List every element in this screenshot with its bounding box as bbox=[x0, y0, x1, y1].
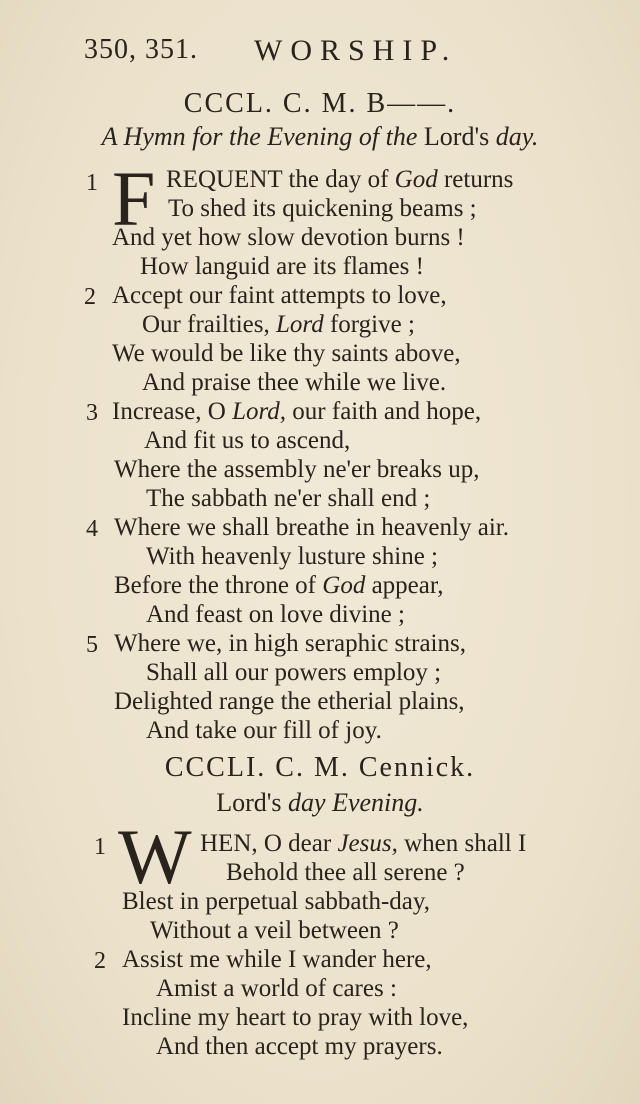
verse-line: And take our fill of joy. bbox=[146, 717, 382, 744]
verse-line: The sabbath ne'er shall end ; bbox=[146, 485, 431, 512]
verse-line: And praise thee while we live. bbox=[142, 369, 447, 396]
verse-line: REQUENT the day of God returns bbox=[166, 166, 514, 193]
verse-number: 1 bbox=[86, 170, 98, 196]
running-title: WORSHIP. bbox=[254, 34, 458, 67]
verse-line: Our frailties, Lord forgive ; bbox=[142, 311, 415, 338]
subtitle-italic: day Evening. bbox=[288, 788, 424, 817]
hymn-subtitle bbox=[0, 122, 640, 152]
subtitle-italic: A Hymn for the Evening of the bbox=[101, 122, 418, 151]
hymn-title: CCCL. C. M. B——. bbox=[183, 88, 457, 119]
verse-line: Blest in perpetual sabbath-day, bbox=[122, 888, 431, 915]
page-numbers: 350, 351. bbox=[84, 34, 198, 65]
subtitle-roman: Lord's bbox=[423, 122, 490, 151]
verse-number: 4 bbox=[86, 516, 98, 542]
verse-line: Where we, in high seraphic strains, bbox=[114, 630, 466, 657]
verse-line: With heavenly lusture shine ; bbox=[146, 543, 438, 570]
verse-line: Without a veil between ? bbox=[150, 917, 399, 944]
hymn-subtitle bbox=[0, 788, 640, 818]
verse-number: 2 bbox=[84, 284, 96, 310]
verse-number: 5 bbox=[86, 632, 98, 658]
verse-line: Accept our faint attempts to love, bbox=[112, 282, 447, 309]
verse-line: Delighted range the etherial plains, bbox=[114, 688, 465, 715]
subtitle-roman: Lord's bbox=[216, 788, 282, 817]
verse-line: To shed its quickening beams ; bbox=[168, 195, 477, 222]
verse-line: Incline my heart to pray with love, bbox=[122, 1004, 469, 1031]
verse-line: Before the throne of God appear, bbox=[114, 572, 444, 599]
verse-number: 2 bbox=[94, 948, 106, 974]
verse-line: Assist me while I wander here, bbox=[122, 946, 432, 973]
verse-line: How languid are its flames ! bbox=[140, 253, 424, 280]
verse-line: Amist a world of cares : bbox=[156, 975, 397, 1002]
verse-line: Where the assembly ne'er breaks up, bbox=[114, 456, 480, 483]
verse-line: And yet how slow devotion burns ! bbox=[112, 224, 465, 251]
verse-line: And then accept my prayers. bbox=[156, 1033, 443, 1060]
verse-number: 1 bbox=[94, 834, 106, 860]
verse-line: Shall all our powers employ ; bbox=[146, 659, 442, 686]
verse-line: We would be like thy saints above, bbox=[112, 340, 461, 367]
verse-line: HEN, O dear Jesus, when shall I bbox=[200, 830, 527, 857]
hymn-title: CCCLI. C. M. Cennick. bbox=[164, 752, 476, 783]
verse-line: Behold thee all serene ? bbox=[226, 859, 465, 886]
verse-line: And feast on love divine ; bbox=[146, 601, 405, 628]
verse-number: 3 bbox=[86, 400, 98, 426]
subtitle-end: day. bbox=[495, 122, 539, 151]
verse-line: Increase, O Lord, our faith and hope, bbox=[112, 398, 482, 425]
page-header bbox=[84, 34, 604, 74]
verse-line: And fit us to ascend, bbox=[144, 427, 351, 454]
drop-cap: F bbox=[112, 155, 156, 242]
drop-cap: W bbox=[118, 813, 192, 900]
verse-line: Where we shall breathe in heavenly air. bbox=[114, 514, 509, 541]
